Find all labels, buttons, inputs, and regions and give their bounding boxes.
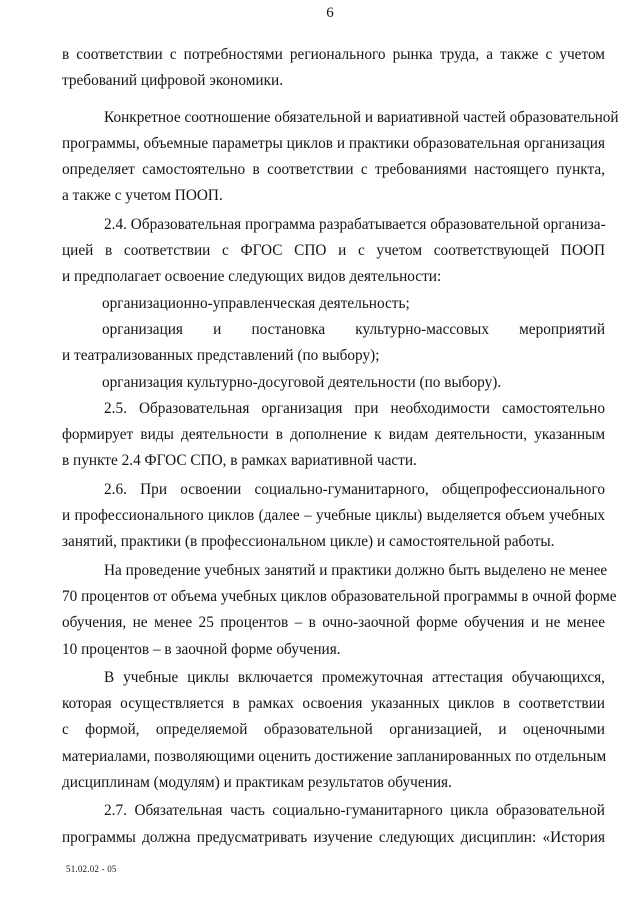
text-line: дисциплинам (модулям) и практикам результатов обучения.	[62, 774, 452, 792]
text-line: с формой, определяемой образовательной организацией, и оценочными	[62, 721, 605, 739]
text-line: материалами, позволяющими оценить достижение запланированных по отдельным	[62, 747, 607, 765]
text-line: 2.6. При освоении социально-гуманитарного, общепрофессионального	[104, 480, 605, 498]
text-line: 2.7. Обязательная часть социально-гуманитарного цикла образовательной	[104, 802, 605, 820]
list-item: организационно-управленческая деятельность;	[102, 294, 410, 312]
text-line: 70 процентов от объема учебных циклов образовательной программы в очной форме	[62, 587, 617, 605]
text-line: 2.5. Образовательная организация при необходимости самостоятельно	[104, 399, 605, 417]
text-line: а также с учетом ПООП.	[62, 187, 223, 205]
text-line: Конкретное соотношение обязательной и вариативной частей образовательной	[104, 108, 619, 126]
page-number: 6	[326, 5, 334, 21]
text-line: 10 процентов – в заочной форме обучения.	[62, 640, 341, 658]
text-line: программы должна предусматривать изучение следующих дисциплин: «История	[62, 828, 605, 846]
text-line: формирует виды деятельности в дополнение к видам деятельности, указанным	[62, 426, 605, 444]
text-line: цией в соответствии с ФГОС СПО и с учетом соответствующей ПООП	[62, 242, 605, 260]
text-line: требований цифровой экономики.	[62, 72, 284, 90]
document-body	[62, 42, 619, 851]
text-line: программы, объемные параметры циклов и практики образовательная организация	[62, 134, 605, 152]
text-line: занятий, практики (в профессиональном цикле) и самостоятельной работы.	[62, 533, 555, 551]
list-item: организация культурно-досуговой деятельности (по выбору).	[102, 373, 502, 391]
text-line: в соответствии с потребностями регионального рынка труда, а также с учетом	[62, 46, 605, 63]
text-line: В учебные циклы включается промежуточная аттестация обучающихся,	[104, 668, 605, 686]
text-line: 2.4. Образовательная программа разрабатывается образовательной организа-	[104, 215, 606, 233]
list-item: и театрализованных представлений (по выбору);	[62, 347, 380, 365]
text-line: которая осуществляется в рамках освоения указанных циклов в соответствии	[62, 695, 605, 713]
list-item: организация и постановка культурно-массовых мероприятий	[102, 320, 605, 338]
text-line: обучения, не менее 25 процентов – в очно-заочной форме обучения и не менее	[62, 614, 605, 632]
text-line: определяет самостоятельно в соответствии с требованиями настоящего пункта,	[62, 161, 605, 179]
document-code: 51.02.02 - 05	[66, 864, 117, 874]
text-line: в пункте 2.4 ФГОС СПО, в рамках вариативной части.	[62, 452, 417, 470]
text-line: и профессионального циклов (далее – учебные циклы) выделяется объем учебных	[62, 507, 605, 525]
text-line: На проведение учебных занятий и практики должно быть выделено не менее	[104, 561, 608, 579]
text-line: и предполагает освоение следующих видов деятельности:	[62, 268, 442, 286]
